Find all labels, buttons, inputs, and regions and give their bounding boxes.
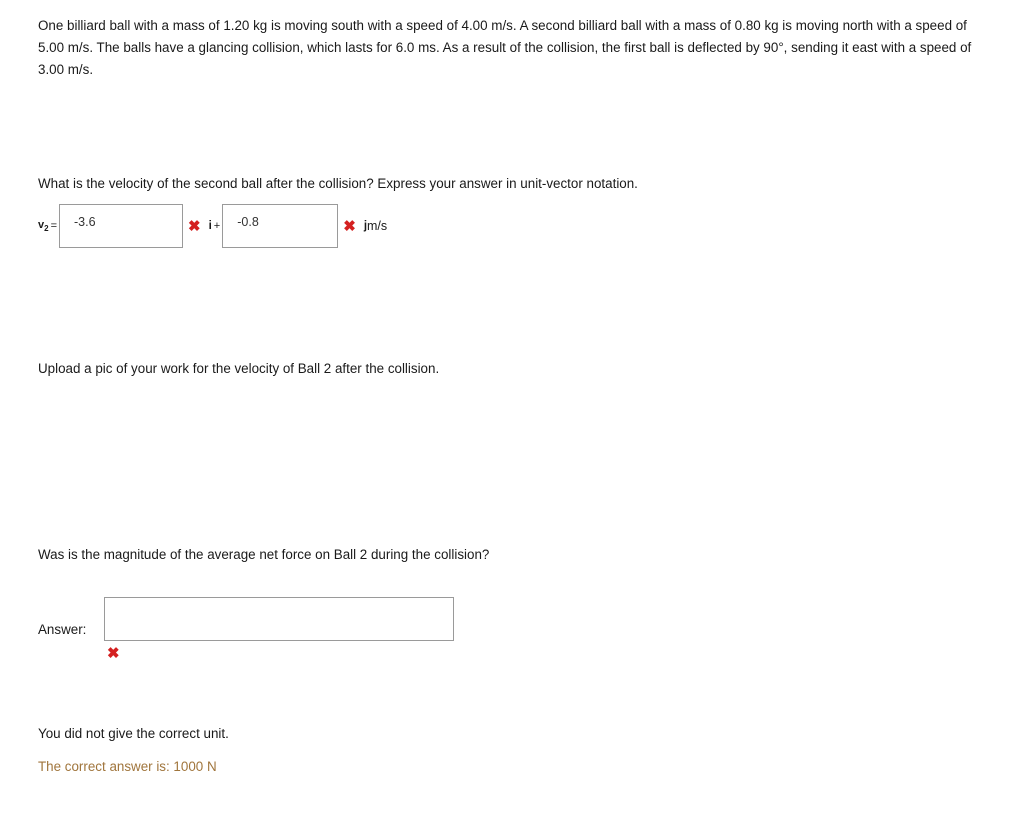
- upload-question: Upload a pic of your work for the velocity of Ball 2 after the collision.: [38, 361, 440, 376]
- force-question: Was is the magnitude of the average net force on Ball 2 during the collision?: [38, 547, 490, 562]
- incorrect-x-icon: ✖: [343, 217, 356, 235]
- incorrect-x-icon: ✖: [188, 217, 201, 235]
- feedback-message: You did not give the correct unit.: [38, 726, 229, 741]
- i-hat-label: i: [208, 220, 212, 232]
- j-hat-label: j: [363, 220, 368, 232]
- problem-statement: One billiard ball with a mass of 1.20 kg is moving south with a speed of 4.00 m/s. A second billiard ball with a mass of 0.80 kg is moving north with a speed of 5.00 m/s. The balls have a glancing collision, which lasts for 6.0 ms. As a result of the collision, the first ball is deflected by 90°, sending it east with a speed of 3.00 m/s.: [38, 18, 972, 77]
- velocity-symbol: v: [38, 218, 45, 231]
- velocity-unit-label: m/s: [367, 219, 388, 233]
- velocity-subscript: 2: [44, 224, 49, 234]
- plus-sign: +: [213, 220, 221, 232]
- velocity-y-input[interactable]: [222, 204, 338, 248]
- equals-sign: =: [50, 220, 58, 232]
- incorrect-x-icon: ✖: [107, 645, 120, 662]
- velocity-question: What is the velocity of the second ball after the collision? Express your answer in unit-vector notation.: [38, 176, 638, 191]
- velocity-variable-label: [38, 219, 49, 233]
- answer-label: Answer:: [38, 622, 87, 637]
- force-answer-input[interactable]: [104, 597, 454, 641]
- velocity-x-input[interactable]: [59, 204, 183, 248]
- correct-answer-message: The correct answer is: 1000 N: [38, 759, 217, 774]
- velocity-answer-row: [38, 204, 387, 248]
